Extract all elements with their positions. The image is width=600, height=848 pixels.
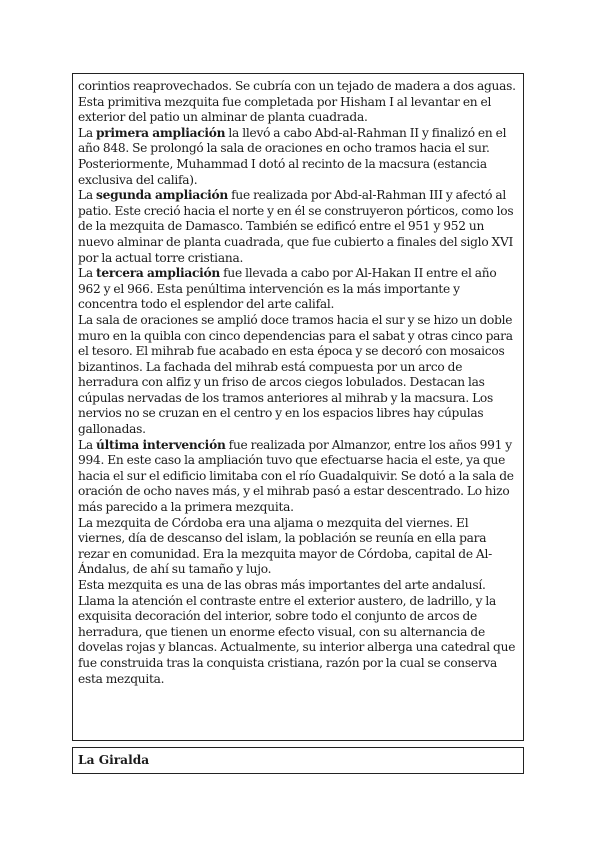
paragraph-primera-ampliacion <box>78 126 518 188</box>
paragraph-text: la llevó a cabo Abd-al-Rahman II y finalizó en el año 848. Se prolongó la sala de oraciones en ocho tramos hacia el sur. Posteriormente, Muhammad I dotó al recinto de la macsura (estancia exclusiva del califa). <box>78 125 507 187</box>
paragraph-text: La <box>78 188 96 203</box>
paragraph-text: corintios reaprovechados. Se cubría con un tejado de madera a dos aguas. <box>78 79 516 93</box>
paragraph-aljama <box>78 516 518 578</box>
paragraph-segunda-ampliacion <box>78 188 518 266</box>
bold-term: segunda ampliación <box>95 188 229 203</box>
paragraph-text: La sala de oraciones se amplió doce tramos hacia el sur y se hizo un doble muro en la quibla con cinco dependencias para el sabat y otras cinco para el tesoro. El mihrab fue acabado en esta época y se decoró con mosaicos bizantinos. La fachada del mihrab está compuesta por un arco de herradura con alfiz y un friso de arcos ciegos lobulados. Destacan las cúpulas nervadas de los tramos anteriores al mihrab y la macsura. Los nervios no se cruzan en el centro y en los espacios libres hay cúpulas gallonadas. <box>78 312 513 437</box>
paragraph-text: La <box>78 266 96 281</box>
paragraph-text: La <box>78 125 96 140</box>
section-title: La Giralda <box>78 753 150 767</box>
paragraph-1 <box>78 79 518 95</box>
text-panel <box>72 73 524 741</box>
paragraph-tercera-ampliacion <box>78 266 518 313</box>
paragraph-text: Esta primitiva mezquita fue completada por Hisham I al levantar en el exterior del patio un alminar de planta cuadrada. <box>78 94 492 125</box>
paragraph-ultima-intervencion <box>78 438 518 516</box>
paragraph-text: fue realizada por Almanzor, entre los años 991 y 994. En este caso la ampliación tuvo que efectuarse hacia el este, ya que hacia el sur el edificio limitaba con el río Guadalquivir. Se dotó a la sala de oración de ocho naves más, y el mihrab pasó a estar descentrado. Lo hizo más parecido a la primera mezquita. <box>78 437 514 515</box>
paragraph-text: La mezquita de Córdoba era una aljama o mezquita del viernes. El viernes, día de descanso del islam, la población se reunía en ella para rezar en comunidad. Era la mezquita mayor de Córdoba, capital de Al-Ándalus, de ahí su tamaño y lujo. <box>78 515 492 577</box>
bold-term: última intervención <box>95 437 226 452</box>
paragraph-2 <box>78 95 518 126</box>
bold-term: primera ampliación <box>95 125 226 140</box>
bold-term: tercera ampliación <box>95 266 221 281</box>
paragraph-text: fue llevada a cabo por Al-Hakan II entre el año 962 y el 966. Esta penúltima intervención es la más importante y concentra todo el esplendor del arte califal. <box>78 266 497 312</box>
paragraph-sala-oraciones <box>78 313 518 438</box>
paragraph-text: La <box>78 437 96 452</box>
section-title-box <box>72 747 524 774</box>
paragraph-text: Esta mezquita es una de las obras más importantes del arte andalusí. Llama la atención el contraste entre el exterior austero, de ladrillo, y la exquisita decoración del interior, sobre todo el conjunto de arcos de herradura, que tienen un enorme efecto visual, con su alternancia de dovelas rojas y blancas. Actualmente, su interior alberga una catedral que fue construida tras la conquista cristiana, razón por la cual se conserva esta mezquita. <box>78 578 516 686</box>
paragraph-importancia <box>78 578 518 687</box>
paragraph-text: fue realizada por Abd-al-Rahman III y afectó al patio. Este creció hacia el norte y en él se construyeron pórticos, como los de la mezquita de Damasco. También se edificó entre el 951 y 952 un nuevo alminar de planta cuadrada, que fue cubierto a finales del siglo XVI por la actual torre cristiana. <box>78 188 514 265</box>
